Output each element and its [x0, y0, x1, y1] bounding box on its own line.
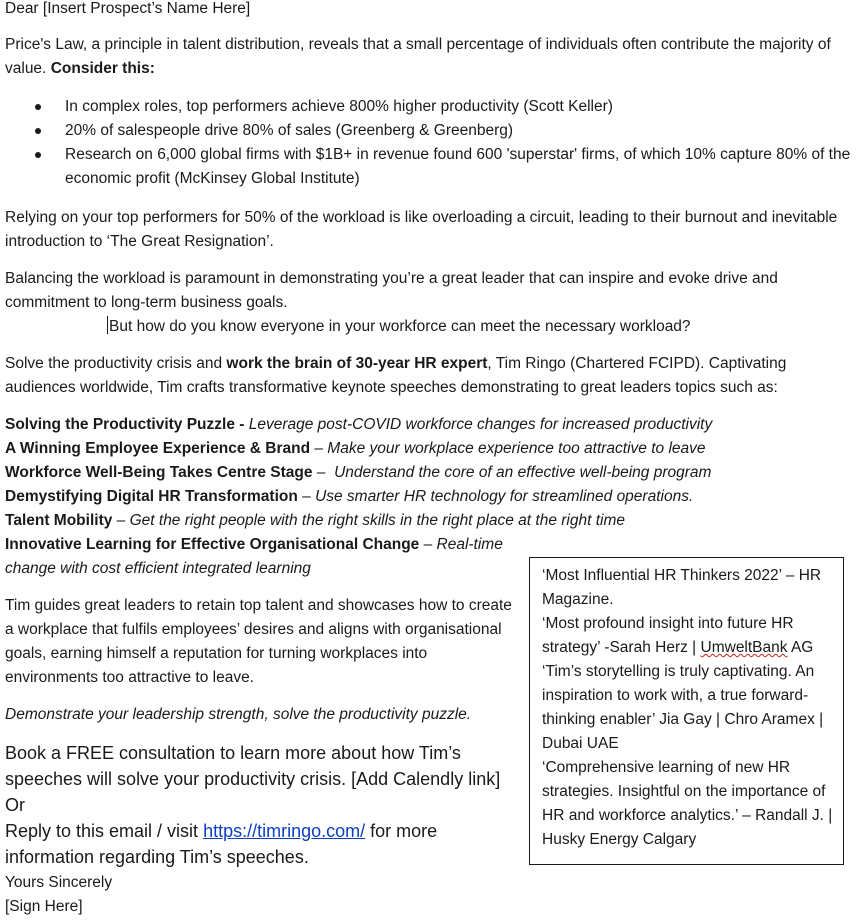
topic-description: Use smarter HR technology for streamlined operations. — [315, 488, 694, 505]
topic-description: Real-time — [436, 536, 503, 553]
topic-item: Workforce Well-Being Takes Centre Stage – Understand the core of an effective well-being program — [5, 464, 712, 481]
book-consultation-text: Book a FREE consultation to learn more about how Tim’s speeches will solve your productivity crisis. [Add Calendly link] — [5, 743, 501, 789]
reply-text: Reply to this email / visit https://timringo.com/ for more information regarding Tim’s speeches. — [5, 821, 438, 867]
topic-title: Innovative Learning for Effective Organisational Change — [5, 536, 420, 553]
list-item: 20% of salespeople drive 80% of sales (Greenberg & Greenberg) — [0, 119, 867, 143]
or-text: Or — [5, 795, 25, 815]
testimonial: ‘Tim’s storytelling is truly captivating. An inspiration to work with, a true forward-thinking enabler’ Jia Gay | Chro Aramex | Dubai UAE — [542, 663, 824, 752]
topic-title: A Winning Employee Experience & Brand — [5, 440, 311, 457]
topic-description: Understand the core of an effective well-being program — [334, 464, 712, 481]
topic-description: Leverage post-COVID workforce changes for increased productivity — [248, 416, 713, 433]
topic-item: Talent Mobility – Get the right people with the right skills in the right place at the right time — [5, 512, 625, 529]
topic-title: Solving the Productivity Puzzle - — [5, 416, 245, 433]
closing: Yours Sincerely — [5, 874, 113, 891]
topic-title: Talent Mobility — [5, 512, 113, 529]
question-line — [107, 315, 691, 339]
call-to-action — [5, 740, 515, 870]
question-text: But how do you know everyone in your workforce can meet the necessary workload? — [109, 318, 691, 335]
topic-item: Innovative Learning for Effective Organisational Change – Real-time — [5, 536, 503, 553]
solve-after: , Tim Ringo (Chartered FCIPD). Captivating audiences worldwide, Tim crafts transformative keynote speeches demonstrating to great leaders topics such as: — [5, 355, 787, 396]
overload-paragraph: Relying on your top performers for 50% of the workload is like overloading a circuit, leading to their burnout and inevitable introduction to ‘The Great Resignation’. — [5, 209, 838, 250]
signature: [Sign Here] — [5, 898, 83, 915]
topic-title: Demystifying Digital HR Transformation — [5, 488, 298, 505]
solve-bold: work the brain of 30-year HR expert — [226, 355, 488, 372]
topic-description: Get the right people with the right skills in the right place at the right time — [129, 512, 625, 529]
statistics-list — [0, 95, 867, 191]
website-link[interactable]: https://timringo.com/ — [203, 821, 366, 841]
topic-description: Make your workplace experience too attractive to leave — [327, 440, 706, 457]
topic-title: Workforce Well-Being Takes Centre Stage — [5, 464, 313, 481]
topic-description: change with cost efficient integrated learning — [5, 560, 311, 577]
topics-list — [5, 413, 765, 581]
topic-item: A Winning Employee Experience & Brand – Make your workplace experience too attractive to leave — [5, 440, 706, 457]
testimonial: ‘Most profound insight into future HR strategy’ -Sarah Herz | UmweltBank AG — [542, 615, 814, 656]
topic-item — [5, 413, 765, 437]
intro-paragraph — [5, 33, 855, 81]
spellcheck-flagged-word: UmweltBank — [700, 639, 788, 656]
testimonial: ‘Comprehensive learning of new HR strategies. Insightful on the importance of HR and workforce analytics.’ – Randall J. | Husky Energy Calgary — [542, 759, 833, 848]
text-cursor — [107, 316, 108, 334]
testimonial: ‘Most Influential HR Thinkers 2022’ – HR Magazine. — [542, 567, 822, 608]
intro-text: Price's Law, a principle in talent distribution, reveals that a small percentage of individuals often contribute the majority of value. — [5, 36, 831, 77]
topic-item: Demystifying Digital HR Transformation – Use smarter HR technology for streamlined operations. — [5, 488, 694, 505]
solve-before: Solve the productivity crisis and — [5, 355, 223, 372]
salutation: Dear [Insert Prospect’s Name Here] — [5, 0, 251, 17]
leadership-line: Demonstrate your leadership strength, solve the productivity puzzle. — [5, 706, 472, 723]
testimonials-box — [529, 557, 844, 865]
list-item: Research on 6,000 global firms with $1B+ in revenue found 600 'superstar' firms, of which 10% capture 80% of the economic profit (McKinsey Global Institute) — [0, 143, 867, 191]
retain-paragraph: Tim guides great leaders to retain top talent and showcases how to create a workplace that fulfils employees’ desires and aligns with organisational goals, earning himself a reputation for turning workplaces into environments too attractive to leave. — [5, 597, 512, 686]
solve-paragraph — [5, 352, 855, 400]
balance-paragraph: Balancing the workload is paramount in demonstrating you’re a great leader that can inspire and evoke drive and commitment to long-term business goals. — [5, 270, 778, 311]
intro-emphasis: Consider this: — [50, 60, 155, 77]
list-item: In complex roles, top performers achieve 800% higher productivity (Scott Keller) — [0, 95, 867, 119]
